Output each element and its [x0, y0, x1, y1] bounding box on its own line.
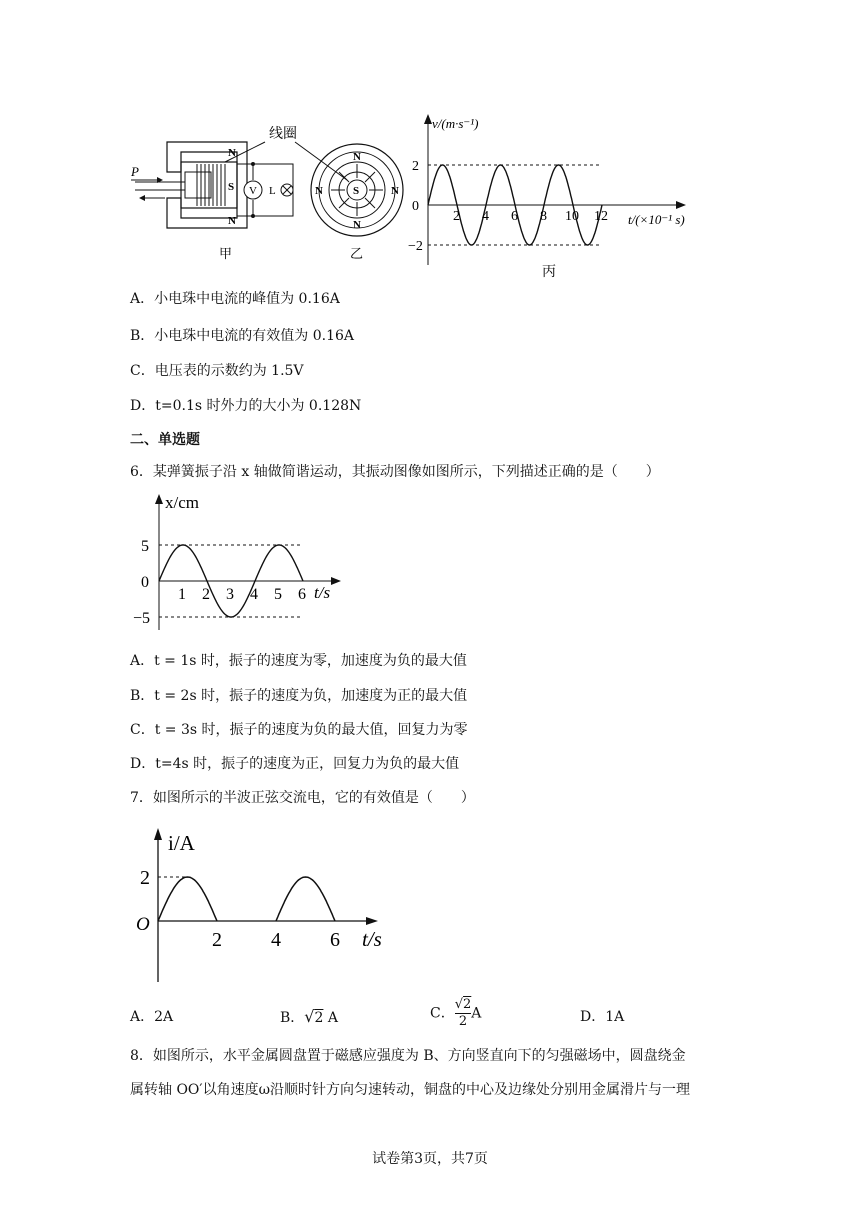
outer-n-right: N	[391, 185, 399, 197]
q7-stem: 7．如图所示的半波正弦交流电，它的有效值是（ ）	[130, 790, 475, 806]
y-axis-label: v/(m·s⁻¹)	[432, 116, 479, 131]
q7-option-b: B．√2 A	[280, 1007, 338, 1026]
x-tick-label: 10	[565, 209, 579, 224]
q6-stem: 6．某弹簧振子沿 x 轴做简谐运动，其振动图像如图所示，下列描述正确的是（ ）	[130, 464, 660, 480]
x-tick-label: 6	[330, 929, 340, 951]
force-p-label: P	[131, 164, 139, 179]
y-tick-label: 0	[412, 199, 419, 214]
x-tick-label: 3	[226, 586, 234, 603]
magnet-n-bottom: N	[228, 215, 236, 227]
q7-option-d: D．1A	[580, 1009, 625, 1025]
current-time-chart	[128, 822, 398, 988]
section-heading: 二、单选题	[130, 432, 200, 448]
x-tick-label: 1	[178, 586, 186, 603]
x-tick-label: 12	[594, 209, 608, 224]
q6-option-b: B．t = 2s 时，振子的速度为负，加速度为正的最大值	[130, 688, 468, 704]
q7-option-a: A．2A	[130, 1009, 174, 1025]
x-axis-label: t/s	[314, 583, 331, 602]
q5-option-a: A．小电珠中电流的峰值为 0.16A	[130, 291, 340, 307]
figure-bing-label: 丙	[542, 265, 556, 280]
q5-option-c: C．电压表的示数约为 1.5V	[130, 363, 304, 379]
y-tick-label: 2	[412, 159, 419, 174]
coil-label: 线圈	[269, 127, 297, 142]
y-tick-label: 5	[141, 538, 149, 555]
voltmeter-label: V	[249, 185, 257, 197]
origin-label: O	[136, 914, 150, 935]
q8-line-2: 属转轴 OO′以角速度ω沿顺时针方向匀速转动，铜盘的中心及边缘处分别用金属滑片与一理	[130, 1082, 690, 1098]
outer-n-top: N	[353, 151, 361, 163]
y-axis-label: x/cm	[165, 493, 199, 512]
figure-jia-label: 甲	[219, 246, 233, 261]
q5-option-d: D．t=0.1s 时外力的大小为 0.128N	[130, 398, 362, 414]
x-tick-label: 4	[271, 929, 281, 951]
q6-option-c: C．t = 3s 时，振子的速度为负的最大值，回复力为零	[130, 722, 468, 738]
outer-n-bottom: N	[353, 219, 361, 231]
current-pulse	[276, 877, 335, 921]
outer-n-left: N	[315, 185, 323, 197]
x-tick-label: 6	[511, 209, 518, 224]
q6-option-d: D．t=4s 时，振子的速度为正，回复力为负的最大值	[130, 756, 460, 772]
displacement-time-chart	[135, 490, 350, 636]
x-tick-label: 6	[298, 586, 306, 603]
q7-option-c: C． $\frac{√2}{2}$ A	[430, 997, 482, 1029]
y-tick-label: −2	[408, 239, 423, 254]
magnet-n-top: N	[228, 147, 236, 159]
page-footer: 试卷第3页，共7页	[372, 1151, 488, 1167]
y-tick-label: 0	[141, 574, 149, 591]
x-axis-label: t/s	[362, 927, 382, 951]
x-tick-label: 2	[212, 929, 222, 951]
q8-line-1: 8．如图所示，水平金属圆盘置于磁感应强度为 B、方向竖直向下的匀强磁场中，圆盘绕金	[130, 1048, 686, 1064]
current-pulse	[158, 877, 217, 921]
x-tick-label: 8	[540, 209, 547, 224]
lamp-label: L	[269, 185, 276, 197]
x-tick-label: 2	[453, 209, 460, 224]
y-axis-label: i/A	[168, 831, 195, 855]
x-tick-label: 2	[202, 586, 210, 603]
x-tick-label: 4	[482, 209, 489, 224]
y-tick-label: −5	[133, 610, 151, 627]
magnet-s: S	[228, 181, 235, 193]
q6-option-a: A．t = 1s 时，振子的速度为零，加速度为负的最大值	[130, 653, 467, 669]
y-tick-label: 2	[140, 867, 150, 889]
x-axis-label: t/(×10⁻¹ s)	[628, 212, 685, 227]
x-tick-label: 5	[274, 586, 282, 603]
velocity-time-chart	[410, 112, 710, 284]
generator-apparatus-diagram	[125, 120, 415, 265]
figure-yi-label: 乙	[350, 246, 364, 261]
inner-s-label: S	[353, 185, 360, 197]
x-tick-label: 4	[250, 586, 258, 603]
q5-option-b: B．小电珠中电流的有效值为 0.16A	[130, 328, 355, 344]
